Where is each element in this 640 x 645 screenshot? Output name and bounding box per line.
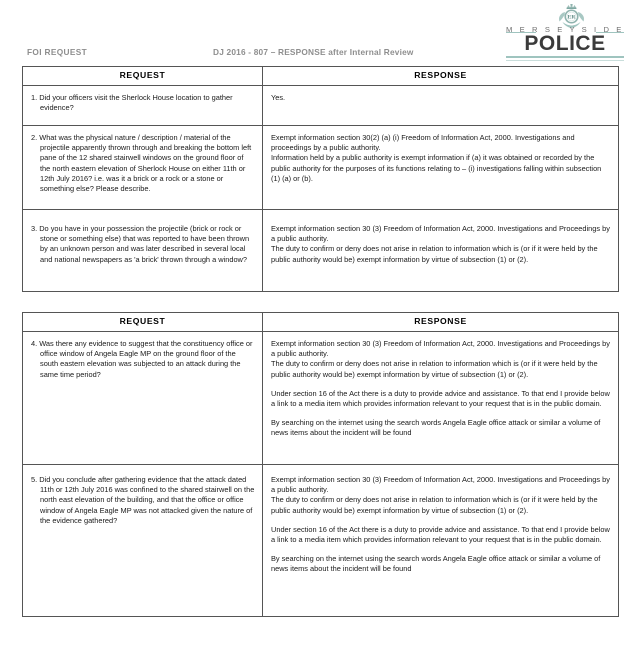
logo-organisation-text: M E R S E Y S I D E <box>506 25 624 34</box>
logo-rule-bottom-1 <box>506 56 624 58</box>
response-paragraph: The duty to confirm or deny does not arise in relation to information which is (or if it were held by the public authority would be) exempt information by virtue of subsection (1) or (2). <box>271 244 598 264</box>
request-text: 1. Did your officers visit the Sherlock House location to gather evidence? <box>31 93 233 113</box>
request-text: 4. Was there any evidence to suggest that the constituency office or office window of Angela Eagle MP on the ground floor of the south eastern elevation was subjected to an attack during the same time period? <box>31 339 253 379</box>
request-cell <box>23 126 263 210</box>
document-header <box>0 0 640 62</box>
column-header-request: REQUEST <box>23 313 263 332</box>
request-cell <box>23 332 263 465</box>
foi-table-part-1 <box>22 66 619 292</box>
response-paragraph: Exempt information section 30 (3) Freedom of Information Act, 2000. Investigations and Proceedings by a public authority. <box>271 339 610 359</box>
foi-request-label: FOI REQUEST <box>27 47 88 57</box>
table-row <box>23 126 619 210</box>
table-header-row <box>23 313 619 332</box>
table-row <box>23 332 619 465</box>
response-paragraph: The duty to confirm or deny does not arise in relation to information which is (or if it were held by the public authority would be) exempt information by virtue of subsection (1) or (2). <box>271 495 598 515</box>
response-paragraph: Yes. <box>271 93 286 102</box>
response-paragraph: Exempt information section 30 (3) Freedom of Information Act, 2000. Investigations and Proceedings by a public authority. <box>271 475 610 495</box>
response-cell <box>263 332 619 465</box>
table-row <box>23 465 619 617</box>
column-header-request: REQUEST <box>23 67 263 86</box>
svg-text:ER: ER <box>567 14 576 21</box>
table-row <box>23 210 619 292</box>
logo-rule-bottom-2 <box>506 60 624 61</box>
response-paragraph: Exempt information section 30(2) (a) (i) Freedom of Information Act, 2000. Investigations and proceedings by a public authority. <box>271 133 575 153</box>
response-paragraph: By searching on the internet using the search words Angela Eagle office attack or similar a volume of news items about the incident will be found <box>271 418 601 438</box>
response-paragraph: Under section 16 of the Act there is a duty to provide advice and assistance. To that end I provide below a link to a media item which provides information relevant to your request that is in the public domain. <box>271 388 610 409</box>
response-paragraph: Exempt information section 30 (3) Freedom of Information Act, 2000. Investigations and Proceedings by a public authority. <box>271 224 610 244</box>
request-cell <box>23 465 263 617</box>
foi-table-part-2 <box>22 312 619 617</box>
column-header-response: RESPONSE <box>263 67 619 86</box>
response-paragraph: Under section 16 of the Act there is a duty to provide advice and assistance. To that end I provide below a link to a media item which provides information relevant to your request that is in the public domain. <box>271 524 610 545</box>
request-cell <box>23 210 263 292</box>
response-cell <box>263 465 619 617</box>
response-cell <box>263 86 619 126</box>
logo-wordmark: POLICE <box>524 32 606 55</box>
request-cell <box>23 86 263 126</box>
table-row <box>23 86 619 126</box>
response-cell <box>263 126 619 210</box>
response-paragraph: By searching on the internet using the search words Angela Eagle office attack or similar a volume of news items about the incident will be found <box>271 554 601 574</box>
request-text: 3. Do you have in your possession the projectile (brick or rock or stone or something else) that was reported to have been thrown by an unknown person and was later described in several local and national newspapers as 'a brick' thrown through a window? <box>31 224 250 264</box>
table-header-row <box>23 67 619 86</box>
merseyside-police-logo <box>506 4 624 60</box>
reference-title: DJ 2016 - 807 – RESPONSE after Internal Review <box>213 47 414 57</box>
column-header-response: RESPONSE <box>263 313 619 332</box>
response-paragraph: Information held by a public authority is exempt information if (a) it was obtained or recorded by the public authority for the purposes of its functions relating to – (i) investigations falling within subsection (1) (a) or (b). <box>271 153 602 183</box>
response-cell <box>263 210 619 292</box>
response-paragraph: The duty to confirm or deny does not arise in relation to information which is (or if it were held by the public authority would be) exempt information by virtue of subsection (1) or (2). <box>271 359 598 379</box>
request-text: 5. Did you conclude after gathering evidence that the attack dated 11th or 12th July 2016 was confined to the shared stairwell on the north east elevation of the building, and that the office or office window of Angela Eagle MP was not attacked given the nature of the evidence gathered? <box>31 475 255 525</box>
request-text: 2. What was the physical nature / description / material of the projectile apparently thrown through and breaking the bottom left pane of the 12 shared stairwell windows on the ground floor of the north eastern elevation of Sherlock House on either 11th or 12th July 2016? i.e. was it a brick or a rock or a stone or something else? Please describe. <box>31 133 252 194</box>
